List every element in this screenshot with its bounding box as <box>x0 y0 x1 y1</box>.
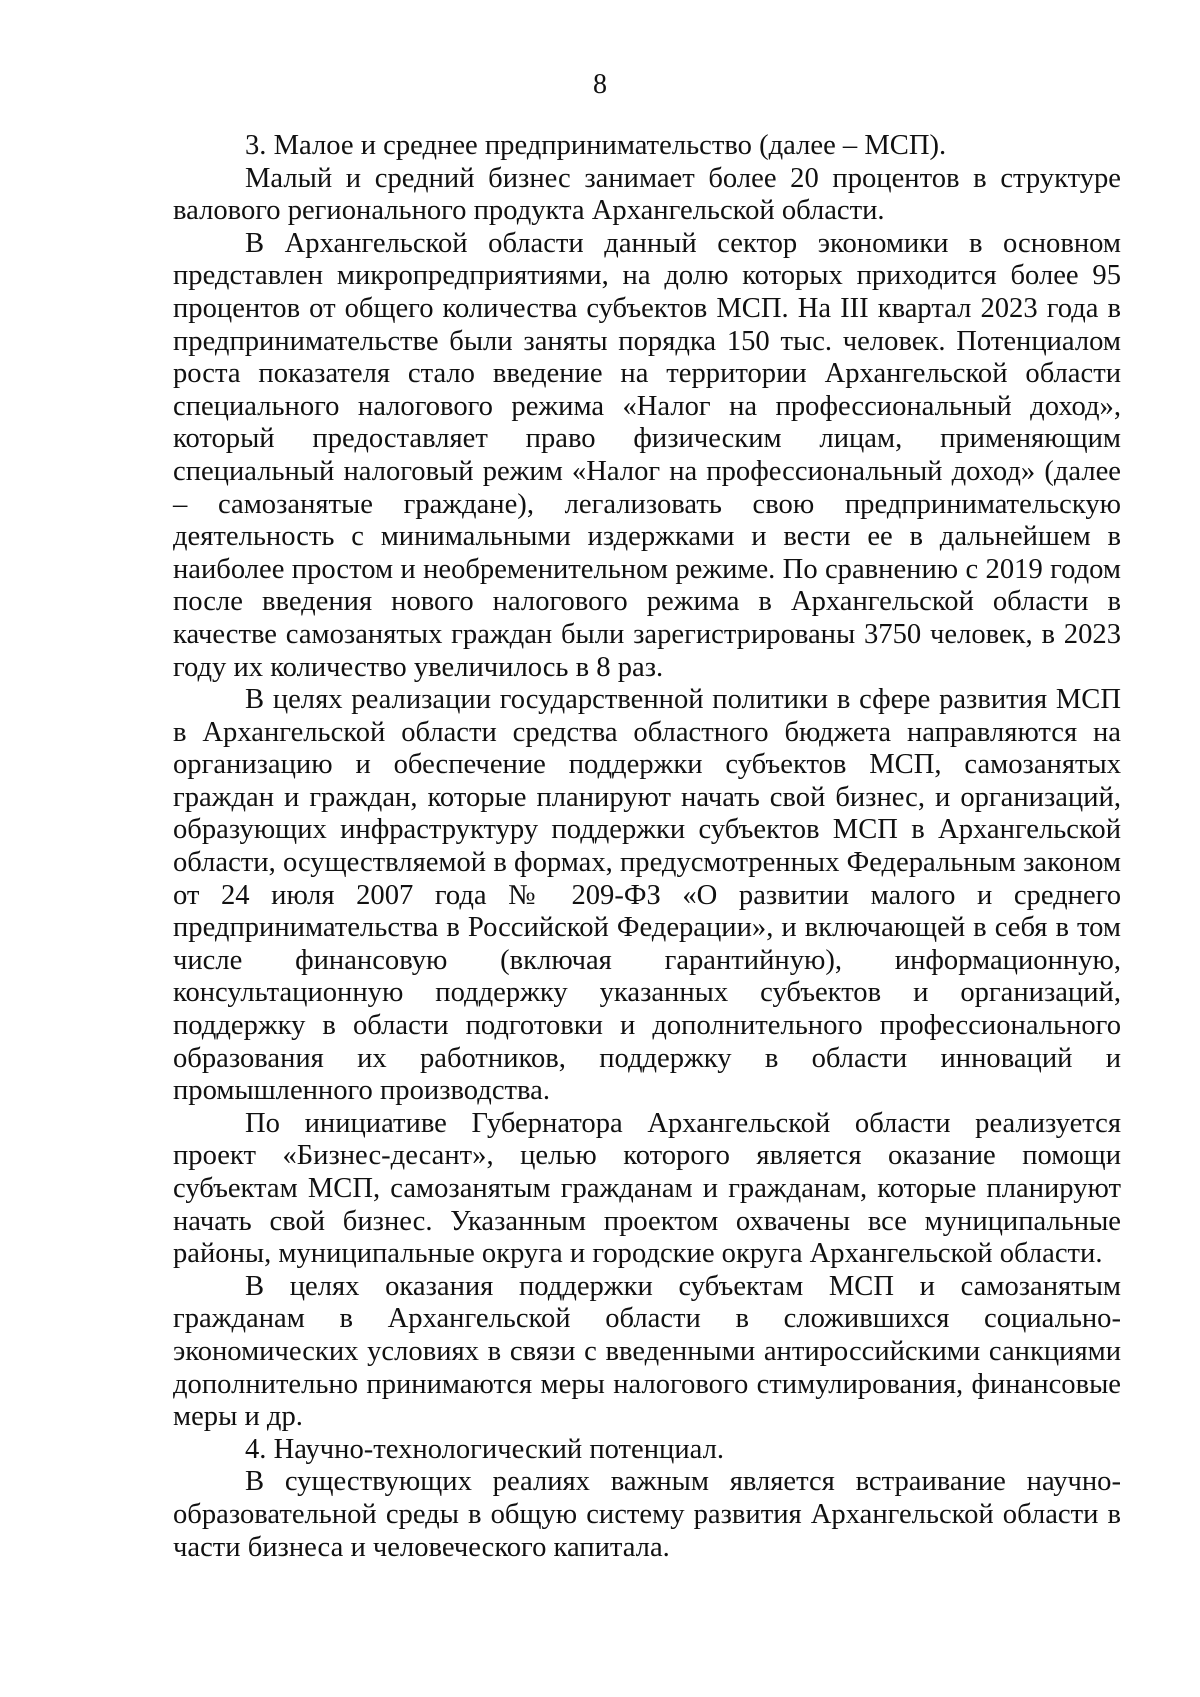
paragraph-msp-structure: В Архангельской области данный сектор экономики в основном представлен микропредприятиями, на долю которых приходится более 95 процентов от общего количества субъектов МСП. На III квартал 2023 года в предпринимательстве были заняты порядка 150 тыс. человек. Потенциалом роста показателя стало введение на территории Архангельской области специального налогового режима «Налог на профессиональный доход», который предоставляет право физическим лицам, применяющим специальный налоговый режим «Налог на профессиональный доход» (далее – самозанятые граждане), легализовать свою предпринимательскую деятельность с минимальными издержками и вести ее в дальнейшем в наиболее простом и необременительном режиме. По сравнению с 2019 годом после введения нового налогового режима в Архангельской области в качестве самозанятых граждан были зарегистрированы 3750 человек, в 2023 году их количество увеличилось в 8 раз. <box>173 227 1121 683</box>
paragraph-msp-share: Малый и средний бизнес занимает более 20 процентов в структуре валового регионального продукта Архангельской области. <box>173 162 1121 227</box>
paragraph-business-desant: По инициативе Губернатора Архангельской области реализуется проект «Бизнес-десант», целью которого является оказание помощи субъектам МСП, самозанятым гражданам и гражданам, которые планируют начать свой бизнес. Указанным проектом охвачены все муниципальные районы, муниципальные округа и городские округа Архангельской области. <box>173 1107 1121 1270</box>
page-number: 8 <box>593 69 607 100</box>
paragraph-msp-support-policy: В целях реализации государственной политики в сфере развития МСП в Архангельской области средства областного бюджета направляются на организацию и обеспечение поддержки субъектов МСП, самозанятых граждан и граждан, которые планируют начать свой бизнес, и организаций, образующих инфраструктуру поддержки субъектов МСП в Архангельской области, осуществляемой в формах, предусмотренных Федеральным законом от 24 июля 2007 года № 209-ФЗ «О развитии малого и среднего предпринимательства в Российской Федерации», и включающей в себя в том числе финансовую (включая гарантийную), информационную, консультационную поддержку указанных субъектов и организаций, поддержку в области подготовки и дополнительного профессионального образования их работников, поддержку в области инноваций и промышленного производства. <box>173 684 1121 1107</box>
section-heading-science: 4. Научно-технологический потенциал. <box>245 1433 725 1465</box>
paragraph-sanctions-support: В целях оказания поддержки субъектам МСП и самозанятым гражданам в Архангельской области в сложившихся социально-экономических условиях в связи с введенными антироссийскими санкциями дополнительно принимаются меры налогового стимулирования, финансовые меры и др. <box>173 1270 1121 1433</box>
paragraph-science-integration: В существующих реалиях важным является встраивание научно-образовательной среды в общую систему развития Архангельской области в части бизнеса и человеческого капитала. <box>173 1466 1121 1563</box>
document-body <box>173 130 1121 1564</box>
section-heading-msp: 3. Малое и среднее предпринимательство (далее – МСП). <box>245 130 947 161</box>
